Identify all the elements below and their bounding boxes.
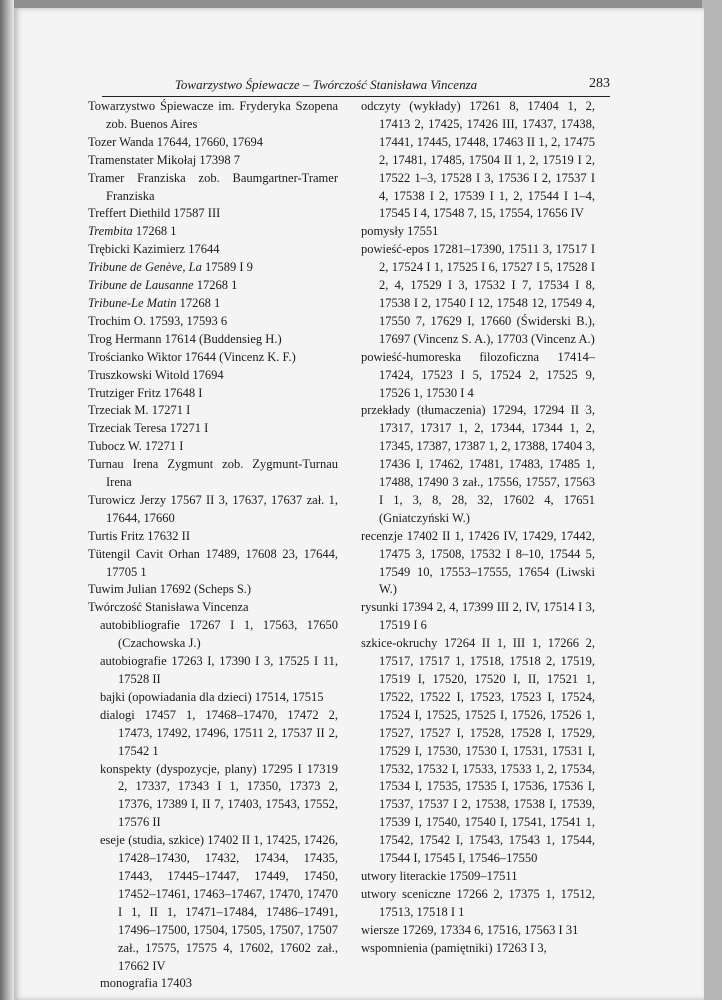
index-entry: Trutziger Fritz 17648 I (88, 385, 203, 400)
index-subentry: bajki (opowiadania dla dzieci) 17514, 17515 (100, 689, 324, 704)
index-column-right (349, 98, 595, 958)
index-entry: Towarzystwo Śpiewacze im. Fryderyka Szopena zob. Buenos Aires (88, 99, 338, 131)
index-entry-refs: 17589 I 9 (201, 260, 253, 275)
index-subentry: wspomnienia (pamiętniki) 17263 I 3, (361, 940, 547, 955)
index-subentry: wiersze 17269, 17334 6, 17516, 17563 I 31 (361, 922, 579, 937)
page-number: 283 (589, 76, 610, 91)
index-entry: Trog Hermann 17614 (Buddensieg H.) (88, 331, 282, 346)
index-entry: Trochim O. 17593, 17593 6 (88, 313, 228, 328)
index-entry: Treffert Diethild 17587 III (88, 206, 221, 221)
running-head (102, 74, 610, 97)
index-entry: Tütengil Cavit Orhan 17489, 17608 23, 17644, 17705 1 (88, 546, 338, 579)
index-entry: Trzeciak Teresa 17271 I (88, 421, 209, 436)
index-entry: Turtis Fritz 17632 II (88, 528, 190, 543)
index-entry: Tramer Franziska zob. Baumgartner-Tramer Franziska (88, 170, 338, 203)
index-subentry: utwory sceniczne 17266 2, 17375 1, 17512, 17513, 17518 I 1 (361, 886, 595, 919)
index-subentry: utwory literackie 17509–17511 (361, 868, 518, 883)
index-entry: Tozer Wanda 17644, 17660, 17694 (88, 134, 263, 149)
index-entry-refs: 17268 1 (132, 224, 177, 239)
index-entry: Trębicki Kazimierz 17644 (88, 242, 220, 257)
index-subentry: szkice-okruchy 17264 II 1, III 1, 17266 2, 17517, 17517 1, 17518, 17518 2, 17519, 17519 I, 17520, 17520 I, II, 17521 1, 17522, 17522 I, 17523, 17523 I, 17524, 17524 I, 17525, 17525 I, 17526, 17526 1, 17527, 17527 I, 17528, 17528 I, 17529, 17529 I, 17530, 17530 I, 17531, 17531 I, 17532, 17532 I, 17533, 17533 1, 2, 17534, 17534 I, 17535, 17535 I, 17536, 17536 I, 17537, 17537 I 2, 17538, 17538 I, 17539, 17539 I, 17540, 17540 I, 17541, 17541 1, 17542, 17542 I, 17543, 17543 1, 17544, 17544 I, 17545 I, 17546–17550 (361, 636, 595, 866)
index-entry-title: Tribune de Genève, La (88, 260, 202, 275)
index-entry: Trzeciak M. 17271 I (88, 403, 191, 418)
index-entry: Tuwim Julian 17692 (Scheps S.) (88, 582, 252, 597)
index-subentry: powieść-epos 17281–17390, 17511 3, 17517 I 2, 17524 I 1, 17525 I 6, 17527 I 5, 17528 I 2, 4, 17529 I 3, 17532 I 7, 17534 I 8, 17538 I 2, 17540 I 12, 17548 12, 17549 4, 17550 7, 17629 I, 17660 (Świderski B.), 17697 (Vincenz S. A.), 17703 (Vincenz A.) (361, 242, 595, 346)
index-subentry: monografia 17403 (100, 976, 192, 991)
index-subentry: pomysły 17551 (361, 224, 439, 239)
index-subentry: przekłady (tłumaczenia) 17294, 17294 II 3, 17317, 17317 1, 2, 17344, 17344 1, 2, 17345, 17387, 17387 1, 2, 17388, 17404 3, 17436 I, 17462, 17481, 17483, 17485 1, 17488, 17490 3 zał., 17556, 17557, 17563 I 1, 3, 8, 28, 32, 17602 4, 17651 (Gniatczyński W.) (361, 403, 595, 525)
index-subentry: autobiografie 17263 I, 17390 I 3, 17525 I 11, 17528 II (100, 654, 338, 686)
running-title: Towarzystwo Śpiewacze – Twórczość Stanisława Vincenza (174, 77, 478, 92)
index-subentry: odczyty (wykłady) 17261 8, 17404 1, 2, 17413 2, 17425, 17426 III, 17437, 17438, 17441, 17445, 17448, 17463 II 1, 2, 17475 2, 17481, 17485, 17504 II 1, 2, 17519 I 2, 17522 1–3, 17528 I 3, 17536 I 2, 17537 I 4, 17538 I 2, 17539 I 1, 2, 17544 I 1–4, 17545 I 4, 17548 7, 15, 17554, 17656 IV (361, 99, 595, 221)
index-entry-title: Tribune de Lausanne (88, 278, 194, 293)
index-entry: Trościanko Wiktor 17644 (Vincenz K. F.) (88, 349, 296, 364)
index-entry: Twórczość Stanisława Vincenza (88, 600, 249, 615)
index-entry (88, 277, 338, 295)
index-subentry: dialogi 17457 1, 17468–17470, 17472 2, 17473, 17492, 17496, 17511 2, 17537 II 2, 17542 1 (100, 707, 338, 758)
index-subentry: konspekty (dyspozycje, plany) 17295 I 17319 2, 17337, 17343 I 1, 17350, 17373 2, 17376, 17389 I, II 7, 17403, 17543, 17552, 17576 II (100, 761, 338, 830)
index-entry (88, 295, 338, 313)
scan-edge-right (702, 0, 722, 1000)
index-column-left (88, 98, 338, 993)
index-entry: Truszkowski Witold 17694 (88, 367, 224, 382)
index-entry: Tramenstater Mikołaj 17398 7 (88, 152, 240, 167)
index-entry: Tubocz W. 17271 I (88, 439, 184, 454)
index-entry (88, 223, 338, 241)
index-entry (88, 259, 338, 277)
index-entry: Turnau Irena Zygmunt zob. Zygmunt-Turnau Irena (88, 457, 338, 490)
scan-edge-left (0, 0, 14, 1000)
index-entry: Turowicz Jerzy 17567 II 3, 17637, 17637 zał. 1, 17644, 17660 (88, 492, 338, 525)
index-entry-refs: 17268 1 (193, 278, 238, 293)
index-subentry: powieść-humoreska filozoficzna 17414–17424, 17523 I 5, 17524 2, 17525 9, 17526 1, 17530 I 4 (361, 349, 595, 400)
index-subentry: rysunki 17394 2, 4, 17399 III 2, IV, 17514 I 3, 17519 I 6 (361, 600, 595, 633)
index-entry-title: Tribune-Le Matin (88, 295, 177, 310)
index-entry-title: Trembita (88, 224, 133, 239)
index-subentry: recenzje 17402 II 1, 17426 IV, 17429, 17442, 17475 3, 17508, 17532 I 8–10, 17544 5, 17549 10, 17553–17555, 17654 (Liwski W.) (361, 528, 595, 597)
index-entry-refs: 17268 1 (176, 295, 221, 310)
index-subentry: autobibliografie 17267 I 1, 17563, 17650 (Czachowska J.) (100, 618, 338, 651)
index-subentry: eseje (studia, szkice) 17402 II 1, 17425, 17426, 17428–17430, 17432, 17434, 17435, 17443, 17445–17447, 17449, 17450, 17452–17461, 17463–17467, 17470, 17470 I 1, II 1, 17471–17484, 17486–17491, 17496–17500, 17504, 17505, 17507, 17507 zał., 17575, 17575 4, 17602, 17602 zał., 17662 IV (100, 833, 338, 973)
